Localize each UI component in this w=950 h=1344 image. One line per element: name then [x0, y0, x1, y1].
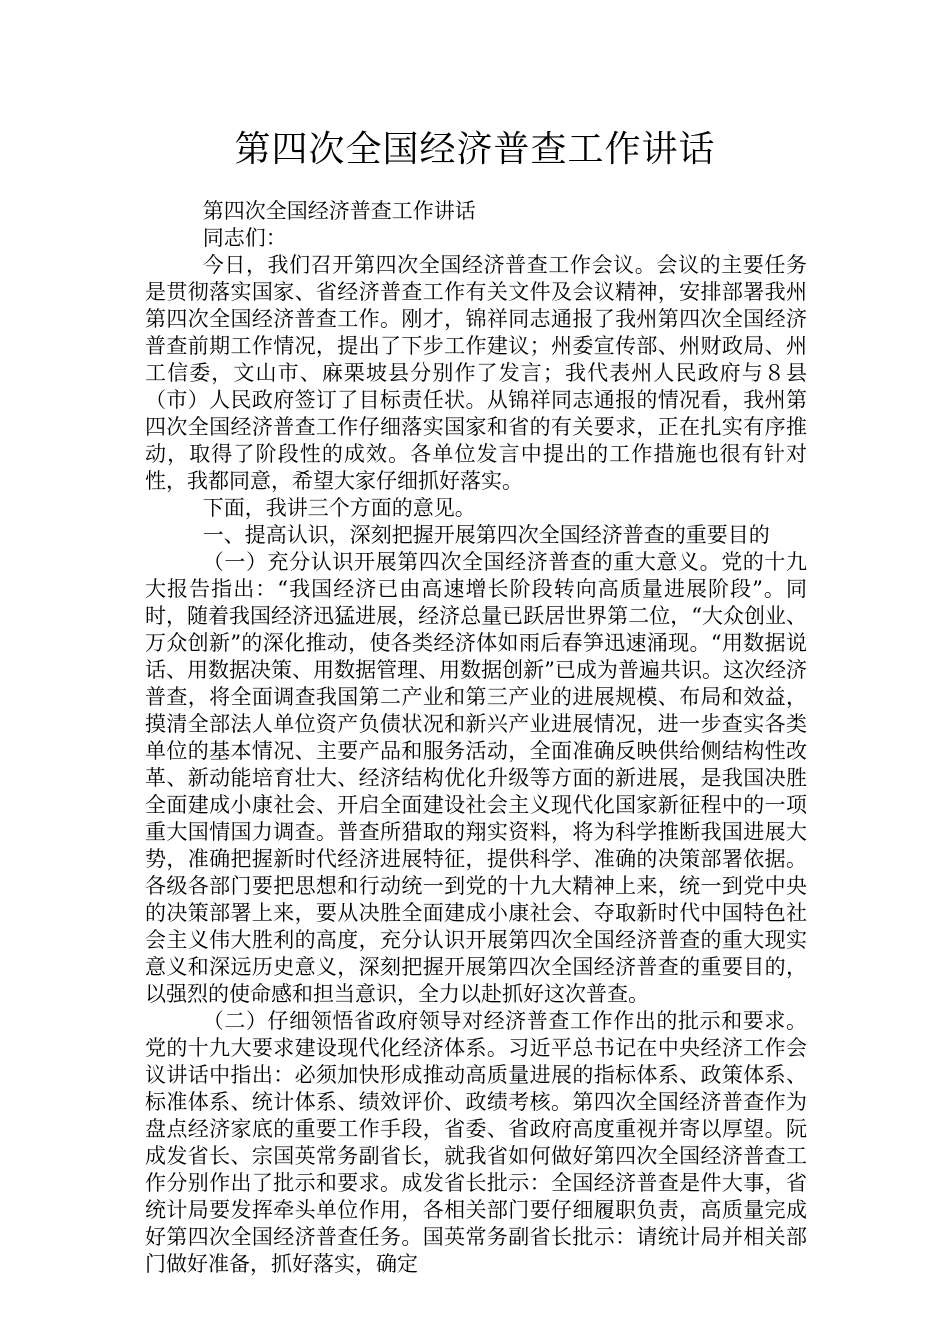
- paragraph-salutation: 同志们：: [202, 226, 287, 250]
- paragraph-point-1: （一）充分认识开展第四次全国经济普查的重大意义。党的十九大报告指出：“我国经济已由高速增长阶段转向高质量进展阶段”。同时，随着我国经济迅猛进展，经济总量已跃居世界第二位，“大众创业、万众创新”的深化推动，使各类经济体如雨后春笋迅速涌现。“用数据说话、用数据决策、用数据管理、用数据创新”已成为普遍共识。这次经济普查，将全面调查我国第二产业和第三产业的进展规模、布局和效益，摸清全部法人单位资产负债状况和新兴产业进展情况，进一步查实各类单位的基本情况、主要产品和服务活动，全面准确反映供给侧结构性改革、新动能培育壮大、经济结构优化升级等方面的新进展，是我国决胜全面建成小康社会、开启全面建设社会主义现代化国家新征程中的一项重大国情国力调查。普查所猎取的翔实资料，将为科学推断我国进展大势，准确把握新时代经济进展特征，提供科学、准确的决策部署依据。各级各部门要把思想和行动统一到党的十九大精神上来，统一到党中央的决策部署上来，要从决胜全面建成小康社会、夺取新时代中国特色社会主义伟大胜利的高度，充分认识开展第四次全国经济普查的重大现实意义和深远历史意义，深刻把握开展第四次全国经济普查的重要目的，以强烈的使命感和担当意识，全力以赴抓好这次普查。: [145, 550, 807, 1006]
- paragraph-heading: 第四次全国经济普查工作讲话: [202, 199, 476, 223]
- section-heading-1: 一、提高认识，深刻把握开展第四次全国经济普查的重要目的: [202, 523, 770, 547]
- paragraph-point-2: （二）仔细领悟省政府领导对经济普查工作作出的批示和要求。党的十九大要求建设现代化经济体系。习近平总书记在中央经济工作会议讲话中指出：必须加快形成推动高质量进展的指标体系、政策体系、标准体系、统计体系、绩效评价、政绩考核。第四次全国经济普查作为盘点经济家底的重要工作手段，省委、省政府高度重视并寄以厚望。阮成发省长、宗国英常务副省长，就我省如何做好第四次全国经济普查工作分别作出了批示和要求。成发省长批示：全国经济普查是件大事，省统计局要发挥牵头单位作用，各相关部门要仔细履职负责，高质量完成好第四次全国经济普查任务。国英常务副省长批示：请统计局并相关部门做好准备，抓好落实，确定: [145, 1009, 807, 1276]
- paragraph-transition: 下面，我讲三个方面的意见。: [202, 496, 476, 520]
- paragraph-opening: 今日，我们召开第四次全国经济普查工作会议。会议的主要任务是贯彻落实国家、省经济普查工作有关文件及会议精神，安排部署我州第四次全国经济普查工作。刚才，锦祥同志通报了我州第四次全国经济普查前期工作情况，提出了下步工作建议；州委宣传部、州财政局、州工信委，文山市、麻栗坡县分别作了发言；我代表州人民政府与８县（市）人民政府签订了目标责任状。从锦祥同志通报的情况看，我州第四次全国经济普查工作仔细落实国家和省的有关要求，正在扎实有序推动，取得了阶段性的成效。各单位发言中提出的工作措施也很有针对性，我都同意，希望大家仔细抓好落实。: [145, 253, 807, 493]
- document-title: 第四次全国经济普查工作讲话: [234, 129, 716, 170]
- document-body: [145, 198, 807, 1278]
